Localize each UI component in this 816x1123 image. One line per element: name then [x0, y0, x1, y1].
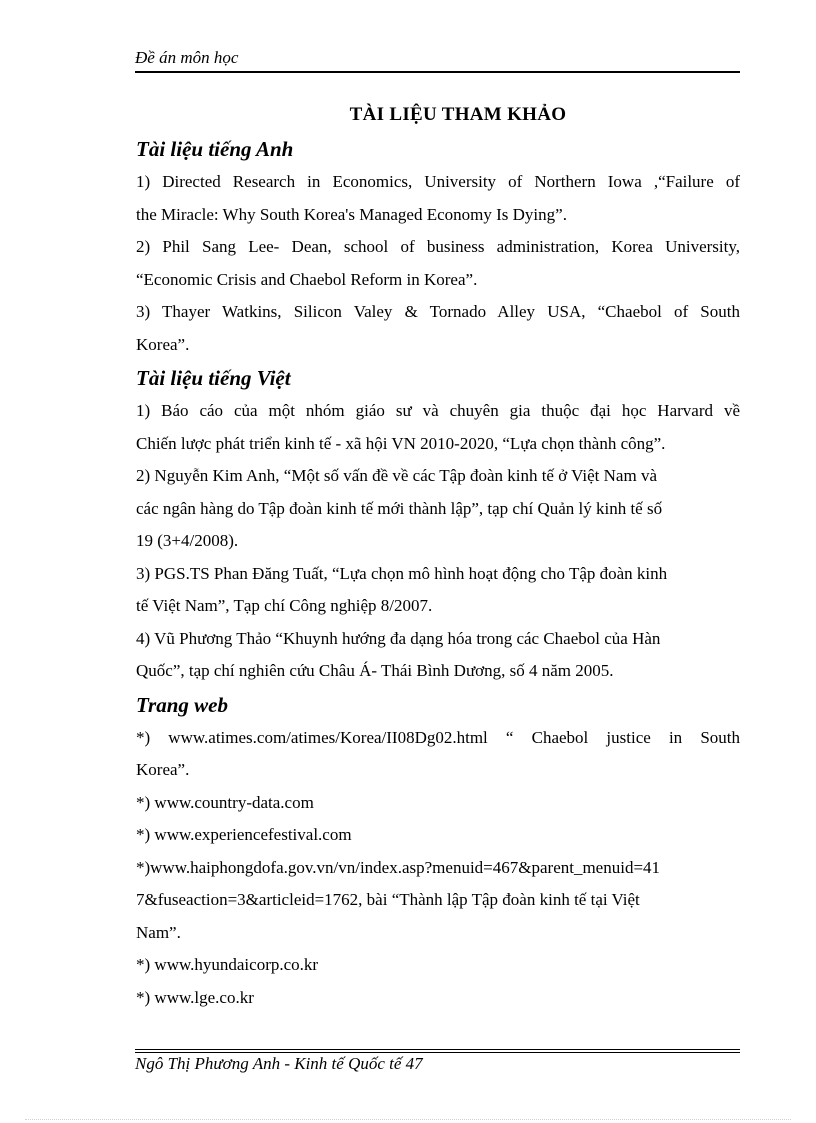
reference-item: [136, 231, 740, 296]
page-title: TÀI LIỆU THAM KHẢO: [349, 104, 567, 125]
reference-line: “Economic Crisis and Chaebol Reform in Korea”.: [136, 269, 478, 289]
reference-line: *) www.country-data.com: [136, 792, 314, 812]
reference-line: Quốc”, tạp chí nghiên cứu Châu Á- Thái Bình Dương, số 4 năm 2005.: [136, 661, 614, 680]
reference-line: *) www.atimes.com/atimes/Korea/II08Dg02.html “ Chaebol justice in South: [136, 727, 740, 747]
reference-line: 7&fuseaction=3&articleid=1762, bài “Thành lập Tập đoàn kinh tế tại Việt: [136, 890, 640, 909]
reference-line: *) www.experiencefestival.com: [136, 825, 352, 844]
footer-rule: [135, 1052, 740, 1053]
reference-line: *)www.haiphongdofa.gov.vn/vn/index.asp?menuid=467&parent_menuid=41: [136, 857, 661, 877]
section-heading-vietnamese: Tài liệu tiếng Việt: [136, 366, 291, 390]
reference-item: [136, 460, 740, 558]
section-heading-english: Tài liệu tiếng Anh: [136, 137, 294, 161]
reference-line: Korea”.: [136, 760, 190, 779]
reference-line: 1) Báo cáo của một nhóm giáo sư và chuyên gia thuộc đại học Harvard về: [136, 401, 740, 420]
reference-line: 4) Vũ Phương Thảo “Khuynh hướng đa dạng hóa trong các Chaebol của Hàn: [136, 628, 661, 648]
reference-line: 2) Phil Sang Lee- Dean, school of business administration, Korea University,: [136, 237, 740, 256]
reference-item: [136, 166, 740, 231]
reference-item: [136, 819, 740, 852]
reference-line: 1) Directed Research in Economics, University of Northern Iowa ,“Failure of: [136, 172, 740, 191]
reference-line: 19 (3+4/2008).: [136, 531, 239, 550]
reference-item: [136, 722, 740, 787]
reference-line: tế Việt Nam”, Tạp chí Công nghiệp 8/2007.: [136, 596, 433, 615]
page-edge-dots: [25, 1119, 791, 1120]
reference-item: [136, 982, 740, 1015]
reference-line: Nam”.: [136, 922, 181, 942]
reference-item: [136, 623, 740, 688]
header-rule: [135, 71, 740, 73]
reference-item: [136, 852, 740, 950]
reference-item: [136, 395, 740, 460]
page-footer: Ngô Thị Phương Anh - Kinh tế Quốc tế 47: [135, 1054, 423, 1073]
reference-line: 3) Thayer Watkins, Silicon Valey & Tornado Alley USA, “Chaebol of South: [136, 302, 740, 321]
reference-line: 2) Nguyễn Kim Anh, “Một số vấn đề về các Tập đoàn kinh tế ở Việt Nam và: [136, 466, 657, 485]
reference-line: Chiến lược phát triển kinh tế - xã hội VN 2010-2020, “Lựa chọn thành công”.: [136, 433, 666, 453]
page-header: Đề án môn học: [135, 48, 239, 67]
section-heading-web: Trang web: [136, 692, 228, 717]
reference-item: [136, 558, 740, 623]
reference-item: [136, 949, 740, 982]
reference-line: Korea”.: [136, 334, 190, 354]
reference-item: [136, 787, 740, 820]
reference-line: the Miracle: Why South Korea's Managed Economy Is Dying”.: [136, 204, 567, 224]
reference-line: 3) PGS.TS Phan Đăng Tuất, “Lựa chọn mô hình hoạt động cho Tập đoàn kinh: [136, 563, 668, 583]
footer-rule: [135, 1049, 740, 1050]
reference-line: *) www.hyundaicorp.co.kr: [136, 955, 319, 974]
reference-line: các ngân hàng do Tập đoàn kinh tế mới thành lập”, tạp chí Quản lý kinh tế số: [136, 498, 663, 518]
reference-line: *) www.lge.co.kr: [136, 987, 254, 1007]
document-body: [136, 98, 740, 1014]
reference-item: [136, 296, 740, 361]
